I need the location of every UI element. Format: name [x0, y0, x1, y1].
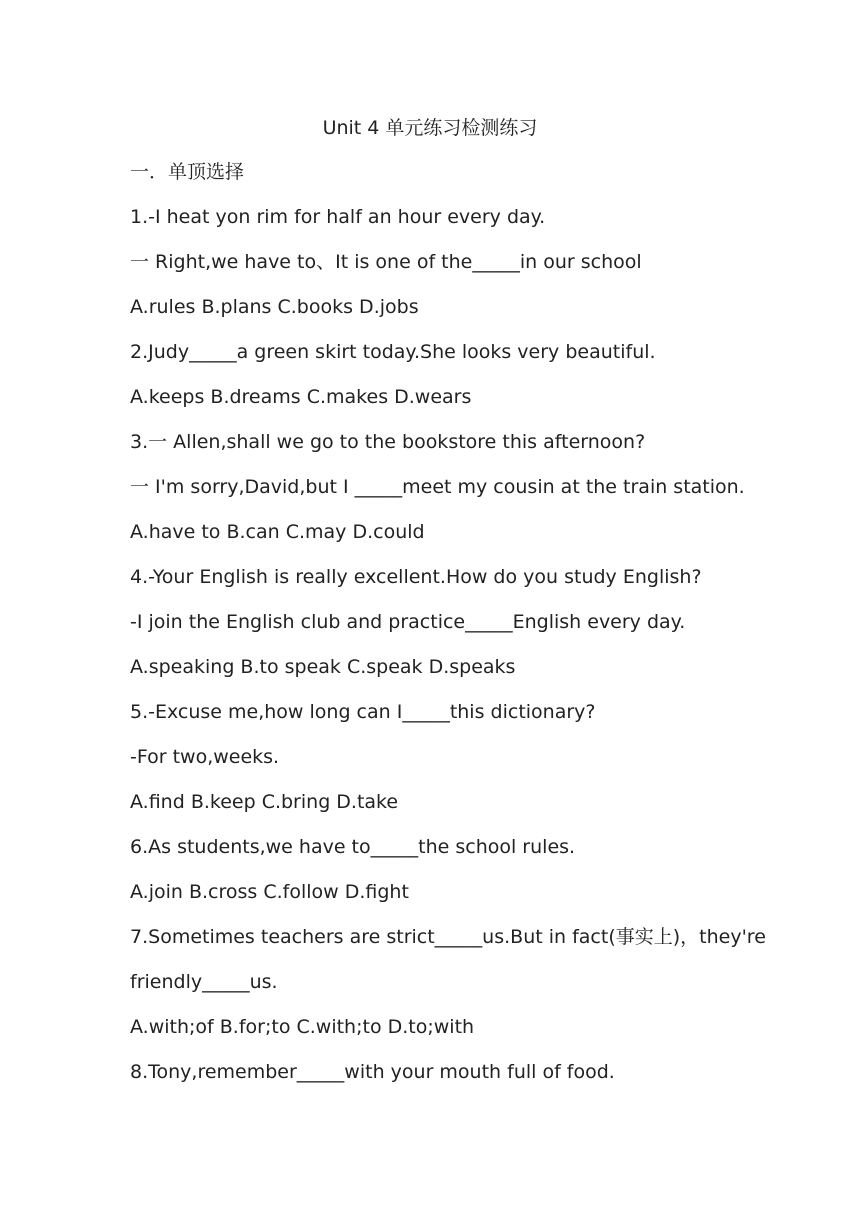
question-7-prompt: 7.Sometimes teachers are strict_____us.But in fact(事实上)，they're [130, 926, 766, 948]
question-1-reply: 一 Right,we have to、It is one of the_____in our school [130, 251, 642, 273]
question-6-prompt: 6.As students,we have to_____the school rules. [130, 836, 576, 858]
question-1-options: A.rules B.plans C.books D.jobs [130, 296, 419, 318]
question-3-options: A.have to B.can C.may D.could [130, 521, 425, 543]
question-3-reply: 一 I'm sorry,David,but I _____meet my cousin at the train station. [130, 476, 745, 498]
question-2-options: A.keeps B.dreams C.makes D.wears [130, 386, 472, 408]
question-4-reply: -I join the English club and practice_____English every day. [130, 611, 686, 633]
question-7-options: A.with;of B.for;to C.with;to D.to;with [130, 1016, 475, 1038]
question-7-prompt-continued: friendly_____us. [130, 971, 278, 993]
question-5-prompt: 5.-Excuse me,how long can I_____this dictionary? [130, 701, 596, 723]
question-6-options: A.join B.cross C.follow D.fight [130, 881, 409, 903]
question-4-prompt: 4.-Your English is really excellent.How do you study English? [130, 566, 702, 588]
question-list [130, 158, 766, 1103]
question-5-reply: -For two,weeks. [130, 746, 280, 768]
question-1-prompt: 1.-I heat yon rim for half an hour every day. [130, 206, 546, 228]
section-heading: 一．单顶选择 [130, 161, 245, 183]
question-8-prompt: 8.Tony,remember_____with your mouth full of food. [130, 1061, 615, 1083]
page-title: Unit 4 单元练习检测练习 [322, 117, 538, 139]
question-3-prompt: 3.一 Allen,shall we go to the bookstore this afternoon? [130, 431, 646, 453]
question-2-prompt: 2.Judy_____a green skirt today.She looks very beautiful. [130, 341, 656, 363]
question-4-options: A.speaking B.to speak C.speak D.speaks [130, 656, 516, 678]
question-5-options: A.find B.keep C.bring D.take [130, 791, 399, 813]
